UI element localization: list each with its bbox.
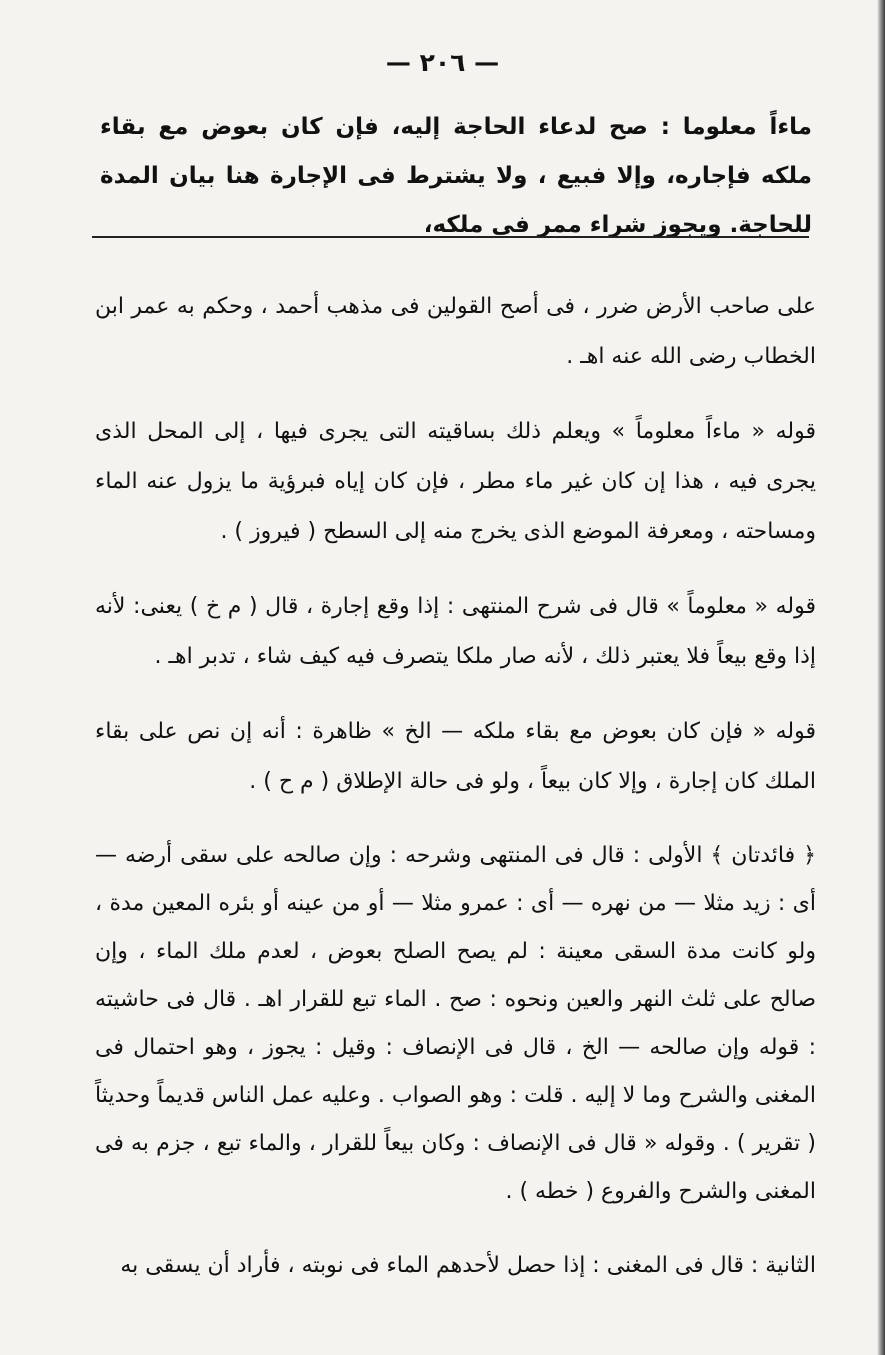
commentary-paragraph: على صاحب الأرض ضرر ، فى أصح القولين فى مذهب أحمد ، وحكم به عمر ابن الخطاب رضى الله عنه اهـ . (95, 294, 816, 369)
commentary-paragraph: الثانية : قال فى المغنى : إذا حصل لأحدهم الماء فى نوبته ، فأراد أن يسقى به (120, 1253, 816, 1278)
main-text: ماءاً معلوما : صح لدعاء الحاجة إليه، فإن كان بعوض مع بقاء ملكه فإجاره، وإلا فبيع ، ولا يشترط فى الإجارة هنا بيان المدة للحاجة. ويجوز شراء ممر فى ملكه، (100, 114, 812, 238)
commentary-section (95, 282, 816, 1316)
commentary-paragraph: قوله « معلوماً » قال فى شرح المنتهى : إذا وقع إجارة ، قال ( م خ ) يعنى: لأنه إذا وقع بيعاً فلا يعتبر ذلك ، لأنه صار ملكا يتصرف فيه كيف شاء ، تدبر اهـ . (95, 594, 816, 669)
commentary-paragraph: قوله « ماءاً معلوماً » ويعلم ذلك بساقيته التى يجرى فيها ، إلى المحل الذى يجرى فيه ، هذا إن كان غير ماء مطر ، فإن كان إياه فبرؤية ما يزول عنه الماء ومساحته ، ومعرفة الموضع الذى يخرج منه إلى السطح ( فيروز ) . (95, 419, 816, 544)
page-number: — ٢٠٦ — (385, 48, 500, 77)
page-edge-shadow (877, 0, 885, 1355)
commentary-paragraph: ﴿ فائدتان ﴾ الأولى : قال فى المنتهى وشرحه : وإن صالحه على سقى أرضه — أى : زيد مثلا — من نهره — أى : عمرو مثلا — أو من عينه أو بئره المعين مدة ، ولو كانت مدة السقى معينة : لم يصح الصلح بعوض ، لعدم ملك الماء ، وإن صالح على ثلث النهر والعين ونحوه : صح . الماء تبع للقرار اهـ . قال فى حاشيته : قوله وإن صالحه — الخ ، قال فى الإنصاف : وقيل : يجوز ، وهو احتمال فى المغنى والشرح وما لا إليه . قلت : وهو الصواب . وعليه عمل الناس قديماً وحديثاً ( تقرير ) . وقوله « قال فى الإنصاف : وكان بيعاً للقرار ، والماء تبع ، جزم به فى المغنى والشرح والفروع ( خطه ) . (95, 843, 816, 1204)
footnote-divider (92, 236, 809, 238)
commentary-paragraph: قوله « فإن كان بعوض مع بقاء ملكه — الخ » ظاهرة : أنه إن نص على بقاء الملك كان إجارة ، وإلا كان بيعاً ، ولو فى حالة الإطلاق ( م ح ) . (95, 719, 816, 794)
